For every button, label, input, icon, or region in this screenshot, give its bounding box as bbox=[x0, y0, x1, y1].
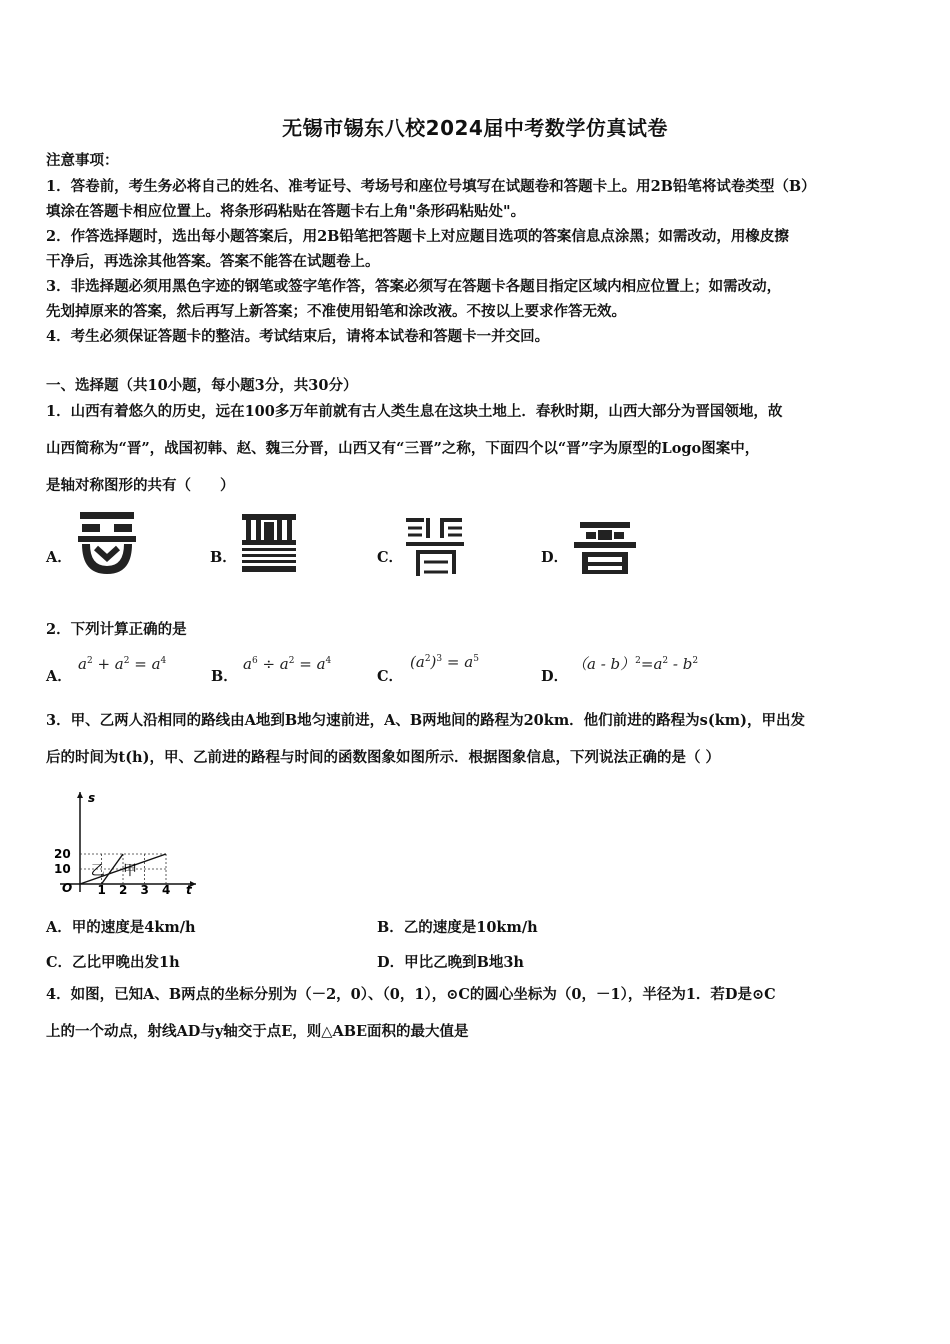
q2-option-a-label: A． bbox=[46, 668, 72, 685]
q2-option-d-expr: $(a - b)^2=a^2 - b^2$ bbox=[572, 655, 699, 673]
origin-label: O bbox=[62, 881, 73, 895]
q2-option-d-label: D． bbox=[541, 668, 569, 685]
q1-stem: 是轴对称图形的共有（ ） bbox=[46, 477, 235, 494]
y-tick-label: 20 bbox=[54, 847, 71, 861]
notice-line: 2．作答选择题时，选出每小题答案后，用2B铅笔把答题卡上对应题目选项的答案信息点涂黑；如需改动，用橡皮擦 bbox=[46, 228, 789, 245]
series-label-yi: 乙 bbox=[90, 863, 105, 879]
notice-line: 先划掉原来的答案，然后再写上新答案；不准使用铅笔和涂改液。不按以上要求作答无效。 bbox=[46, 303, 626, 320]
y-axis-arrow bbox=[77, 792, 83, 798]
notice-line: 4．考生必须保证答题卡的整洁。考试结束后，请将本试卷和答题卡一并交回。 bbox=[46, 328, 550, 345]
q4-stem: 4．如图，已知A、B两点的坐标分别为（－2，0）、（0，1），⊙C的圆心坐标为（0，－1），半径为1．若D是⊙C bbox=[46, 986, 776, 1003]
q1-option-b-label: B． bbox=[210, 549, 237, 566]
jin-logo-a bbox=[76, 508, 138, 578]
q1-stem: 1．山西有着悠久的历史，远在100多万年前就有古人类生息在这块土地上．春秋时期，山西大部分为晋国领地，故 bbox=[46, 403, 783, 420]
y-axis-label: s bbox=[88, 791, 96, 805]
notice-line: 填涂在答题卡相应位置上。将条形码粘贴在答题卡右上角"条形码粘贴处"。 bbox=[46, 203, 526, 220]
q2-option-a-expr: $a^2 + a^2 = a^4$ bbox=[78, 655, 167, 673]
q2-option-b-expr: $a^6 \div a^2 = a^4$ bbox=[243, 655, 332, 673]
q2-option-b-label: B． bbox=[211, 668, 238, 685]
series-label-jia: 甲 bbox=[123, 863, 137, 879]
q4-stem: 上的一个动点，射线AD与y轴交于点E，则△ABE面积的最大值是 bbox=[46, 1023, 469, 1040]
notice-line: 干净后，再选涂其他答案。答案不能答在试题卷上。 bbox=[46, 253, 380, 270]
x-axis-label: t bbox=[186, 883, 192, 896]
q3-option-c: C．乙比甲晚出发1h bbox=[46, 954, 180, 971]
q2-option-c-label: C． bbox=[377, 668, 404, 685]
x-tick-label: 1 bbox=[97, 883, 106, 896]
q3-option-a: A．甲的速度是4km/h bbox=[46, 919, 196, 936]
section-heading: 一、选择题（共10小题，每小题3分，共30分） bbox=[46, 377, 358, 394]
q3-stem: 3．甲、乙两人沿相同的路线由A地到B地匀速前进，A、B两地间的路程为20km．他们前进的路程为s(km)，甲出发 bbox=[46, 712, 805, 729]
page-title: 无锡市锡东八校2024届中考数学仿真试卷 bbox=[282, 116, 668, 140]
q3-stem: 后的时间为t(h)，甲、乙前进的路程与时间的函数图象如图所示．根据图象信息，下列说法正确的是（ ） bbox=[46, 749, 721, 766]
distance-time-graph bbox=[50, 788, 200, 896]
jin-logo-c bbox=[404, 516, 466, 578]
jin-logo-b bbox=[240, 512, 298, 574]
jin-logo-d bbox=[572, 520, 638, 576]
x-tick-label: 2 bbox=[119, 883, 128, 896]
q1-stem: 山西简称为“晋”，战国初韩、赵、魏三分晋，山西又有“三晋”之称，下面四个以“晋”字为原型的Logo图案中， bbox=[46, 440, 760, 457]
q2-option-c-expr: $(a^2)^3 = a^5$ bbox=[410, 653, 479, 671]
notice-line: 3．非选择题必须用黑色字迹的钢笔或签字笔作答，答案必须写在答题卡各题目指定区域内相应位置上；如需改动， bbox=[46, 278, 782, 295]
y-tick-label: 10 bbox=[54, 862, 71, 876]
q1-option-c-label: C． bbox=[377, 549, 404, 566]
q1-option-d-label: D． bbox=[541, 549, 569, 566]
notice-heading: 注意事项： bbox=[46, 152, 119, 169]
x-tick-label: 3 bbox=[140, 883, 149, 896]
q1-option-a-label: A． bbox=[46, 549, 72, 566]
q2-stem: 2．下列计算正确的是 bbox=[46, 621, 187, 638]
q3-option-d: D．甲比乙晚到B地3h bbox=[377, 954, 524, 971]
q3-option-b: B．乙的速度是10km/h bbox=[377, 919, 538, 936]
notice-line: 1．答卷前，考生务必将自己的姓名、准考证号、考场号和座位号填写在试题卷和答题卡上。用2B铅笔将试卷类型（B） bbox=[46, 178, 816, 195]
x-tick-label: 4 bbox=[162, 883, 171, 896]
